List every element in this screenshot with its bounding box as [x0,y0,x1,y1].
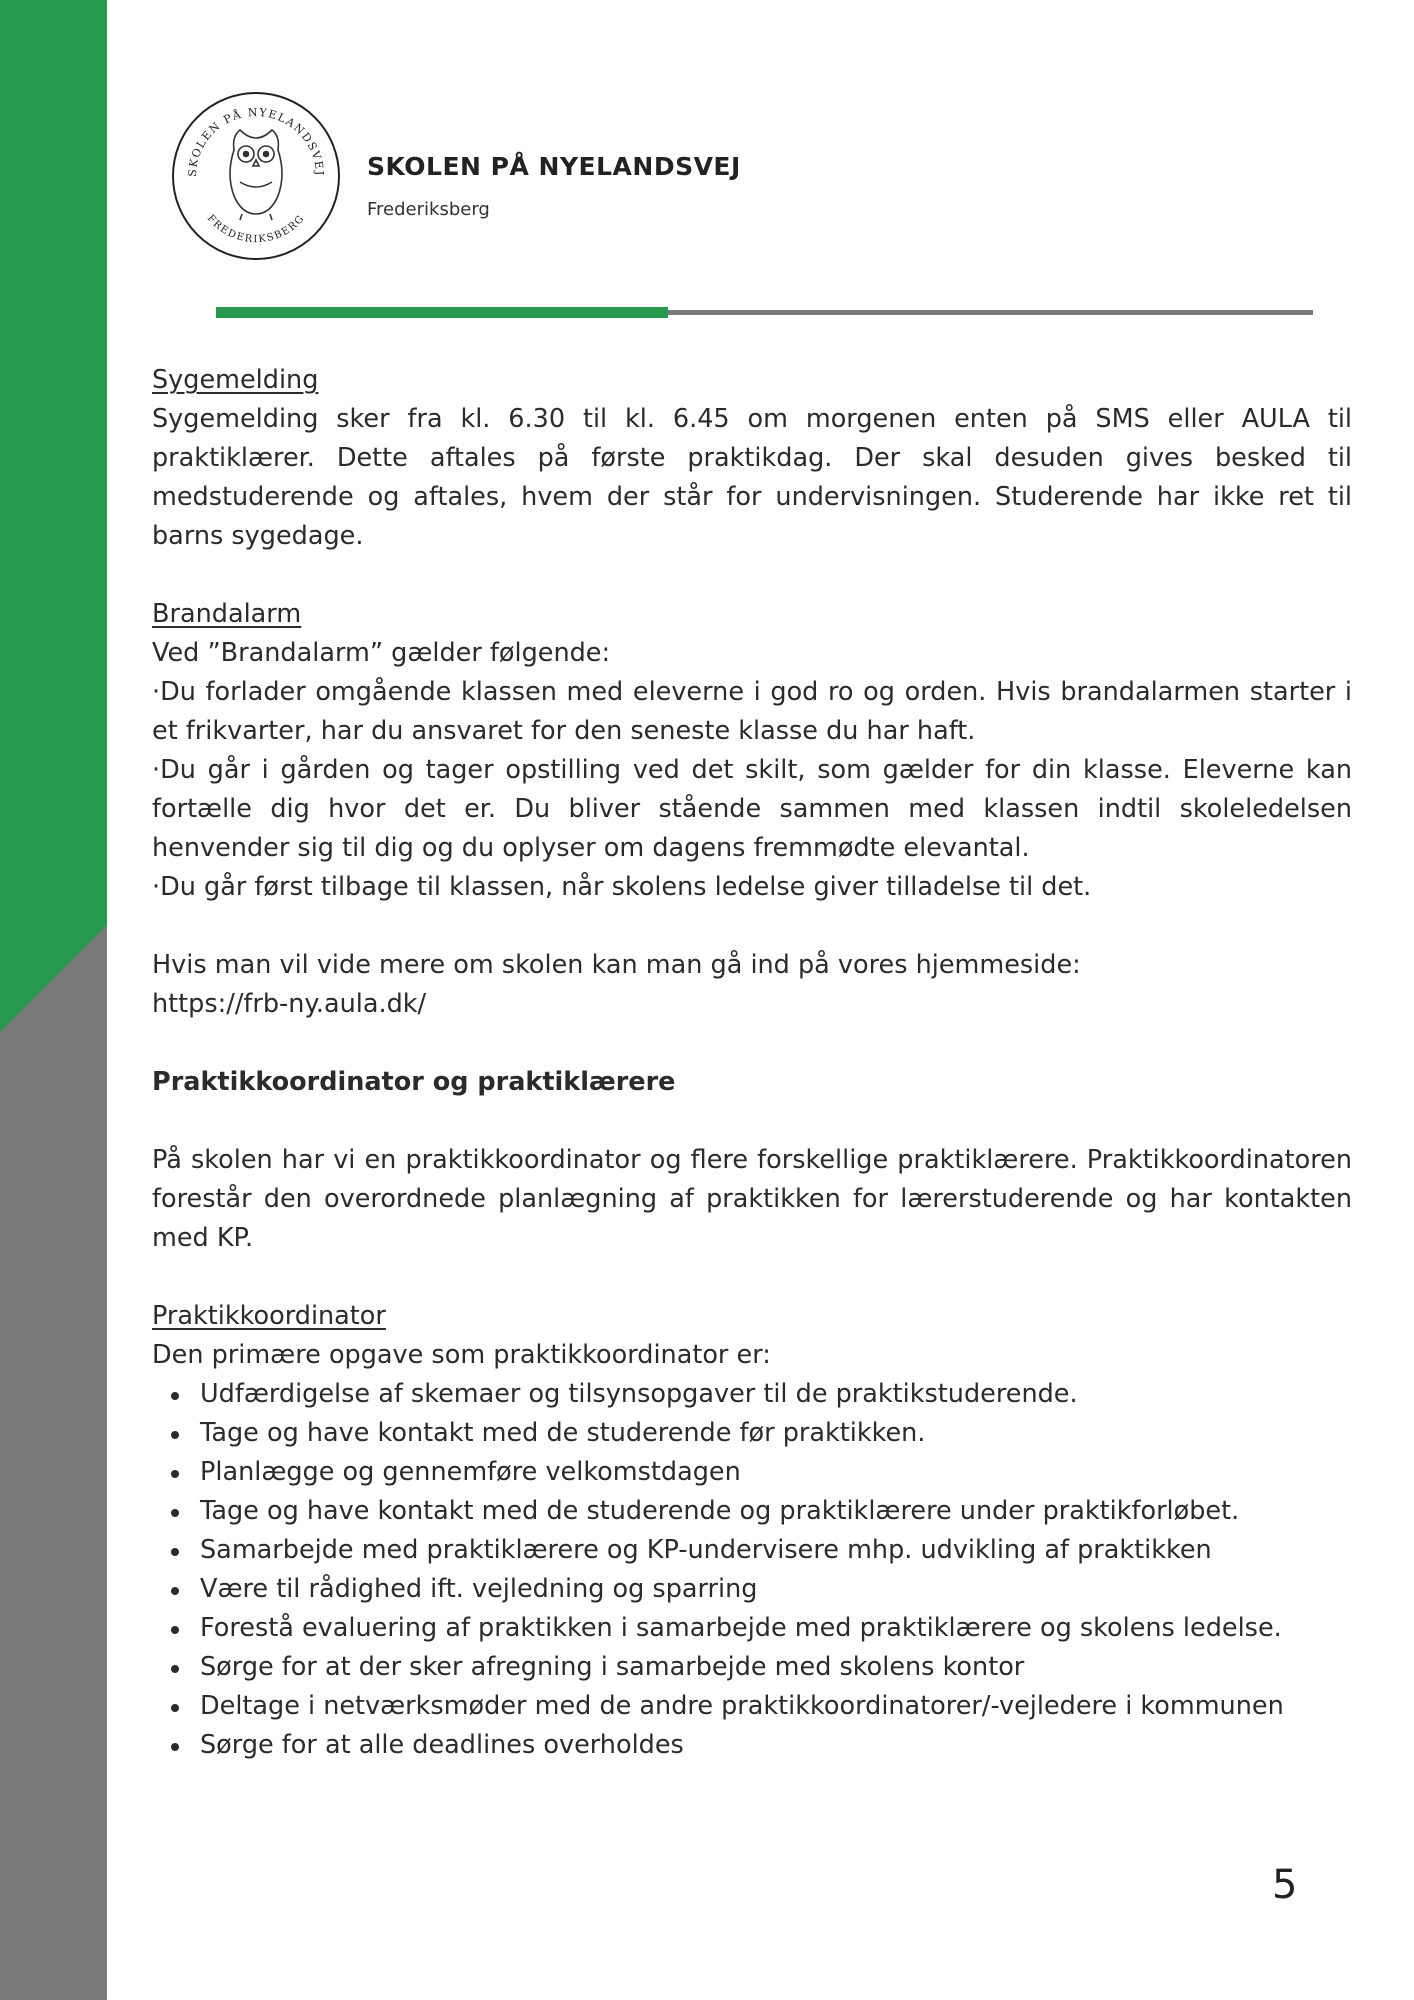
list-item: Tage og have kontakt med de studerende og praktiklærere under praktikforløbet. [200,1492,1352,1531]
list-item: Sørge for at der sker afregning i samarbejde med skolens kontor [200,1648,1352,1687]
brandalarm-intro: Ved ”Brandalarm” gælder følgende: [152,638,611,668]
side-decoration-bar [0,0,107,2000]
page-number: 5 [1272,1862,1298,1908]
school-city: Frederiksberg [367,199,490,220]
side-green-band [0,0,107,1032]
document-body [152,361,1352,1765]
list-item: Tage og have kontakt med de studerende før praktikken. [200,1414,1352,1453]
header-rule-green [216,307,668,318]
list-item: Være til rådighed ift. vejledning og sparring [200,1570,1352,1609]
brandalarm-point-2: ·Du går i gården og tager opstilling ved det skilt, som gælder for din klasse. Eleverne kan fortælle dig hvor det er. Du bliver stående sammen med klassen indtil skoleledelsen henvender sig til dig og du oplyser om dagens fremmødte elevantal. [152,755,1352,863]
svg-text:FREDERIKSBERG: FREDERIKSBERG [204,212,308,246]
website-link[interactable]: https://frb-ny.aula.dk/ [152,989,427,1019]
brandalarm-point-3: ·Du går først tilbage til klassen, når skolens ledelse giver tilladelse til det. [152,872,1092,902]
sygemelding-heading: Sygemelding [152,365,319,395]
list-item: Udfærdigelse af skemaer og tilsynsopgaver til de praktikstuderende. [200,1375,1352,1414]
koordinator-heading: Praktikkoordinator [152,1301,386,1331]
website-text: Hvis man vil vide mere om skolen kan man gå ind på vores hjemmeside: [152,950,1081,980]
list-item: Forestå evaluering af praktikken i samarbejde med praktiklærere og skolens ledelse. [200,1609,1352,1648]
brandalarm-point-1: ·Du forlader omgående klassen med eleverne i god ro og orden. Hvis brandalarmen starter i et frikvarter, har du ansvaret for den seneste klasse du har haft. [152,677,1352,746]
praktik-heading: Praktikkoordinator og praktiklærere [152,1067,676,1097]
list-item: Deltage i netværksmøder med de andre praktikkoordinatorer/-vejledere i kommunen [200,1687,1352,1726]
brandalarm-heading: Brandalarm [152,599,302,629]
list-item: Samarbejde med praktiklærere og KP-undervisere mhp. udvikling af praktikken [200,1531,1352,1570]
list-item: Sørge for at alle deadlines overholdes [200,1726,1352,1765]
svg-text:SKOLEN PÅ NYELANDSVEJ: SKOLEN PÅ NYELANDSVEJ [185,105,327,178]
sygemelding-body: Sygemelding sker fra kl. 6.30 til kl. 6.45 om morgenen enten på SMS eller AULA til praktiklærer. Dette aftales på første praktikdag. Der skal desuden gives besked til medstuderende og aftales, hvem der står for undervisningen. Studerende har ikke ret til barns sygedage. [152,404,1352,551]
header-rule-grey [668,310,1313,315]
owl-icon [230,130,282,220]
list-item: Planlægge og gennemføre velkomstdagen [200,1453,1352,1492]
koordinator-task-list [152,1375,1352,1765]
koordinator-intro: Den primære opgave som praktikkoordinator er: [152,1340,771,1370]
school-logo-seal [170,90,342,262]
school-name: SKOLEN PÅ NYELANDSVEJ [367,152,741,181]
praktik-body: På skolen har vi en praktikkoordinator og flere forskellige praktiklærere. Praktikkoordinatoren forestår den overordnede planlægning af praktikken for lærerstuderende og har kontakten med KP. [152,1145,1352,1253]
